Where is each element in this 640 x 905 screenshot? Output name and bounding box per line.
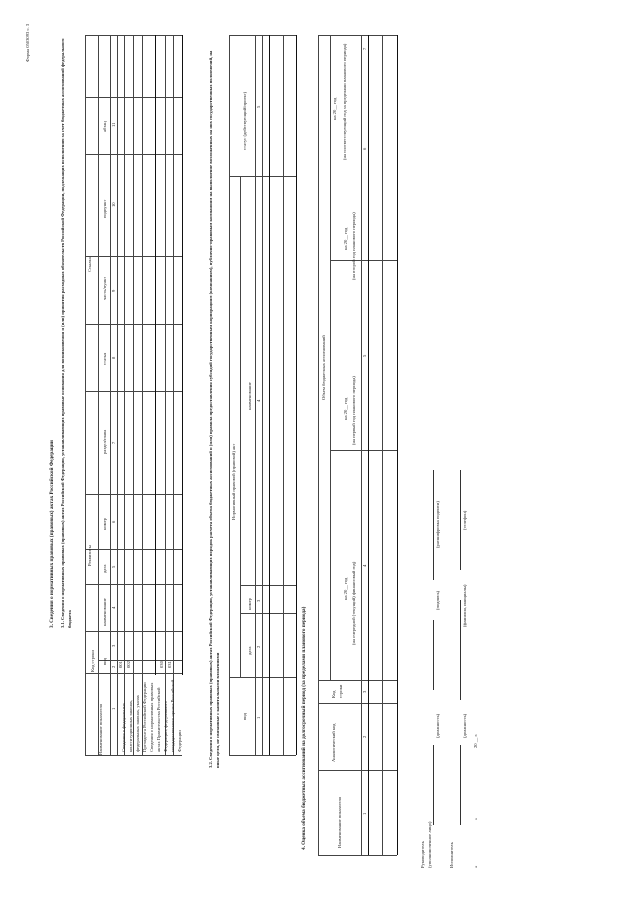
section32-heading: 3.2. Сведения о нормативных правовых (правовых) актах Российской Федерации, устанавливающих порядок расчета объема бюджетных ассигнований и (или) правила предоставления субсидий государственным корпорациям (компаниям), публично-правовым компаниям на выполнение возложенных на них государственных полномочий, на иные цели, не связанные с капитальными вложениями <box>208 50 220 768</box>
head-sub: (уполномоченное лицо) <box>427 821 432 868</box>
num-8: 8 <box>111 356 116 359</box>
s4-col-name: Наименование показателя <box>337 797 342 848</box>
s4-col-y1: на 20__ год <box>343 577 348 600</box>
row1-code-2: 002 <box>126 661 131 668</box>
row1-code-1: 001 <box>118 661 123 668</box>
head-signature: (подпись) <box>435 590 440 610</box>
col-article-header: статья <box>102 352 107 365</box>
num-3: 3 <box>111 644 116 647</box>
s4-num-3: 3 <box>362 690 367 693</box>
s4-num-7: 7 <box>362 47 367 50</box>
s4-num-6: 6 <box>362 147 367 150</box>
col-ssylka-header: Ссылка <box>87 257 92 272</box>
col-naim-header: наименование <box>102 598 107 626</box>
s4-col-y1-sub: (на очередной (текущий) финансовый год) <box>351 561 356 645</box>
section3-subheading: 3.1. Сведения о нормативных правовых (правовых) актах Российской Федерации, устанавливающих правовые основания для возникновения и (или) принятия расходных обязательств Российской Федерации, подлежащих исполнению за счет бюджетных ассигнований федерального бюджета <box>60 38 72 628</box>
head-label: Руководитель <box>420 841 425 868</box>
date-quote-open: « <box>473 865 478 868</box>
exec-label: Исполнитель <box>449 842 454 868</box>
s32-col-status: статус (действующий/проект) <box>242 91 247 150</box>
col-code-header: Код строки <box>90 650 95 672</box>
col-sub-header: подпункт <box>102 199 107 218</box>
s4-col-y4: на 20__ год <box>332 97 337 120</box>
col-razdel-header: раздел/глава <box>102 429 107 454</box>
num-4: 4 <box>111 606 116 609</box>
s32-num-1: 1 <box>256 716 261 719</box>
col-vid-header: вид <box>102 658 107 665</box>
num-10: 10 <box>111 202 116 207</box>
exec-fio: (фамилия, инициалы) <box>462 584 467 627</box>
s32-num-3: 3 <box>256 599 261 602</box>
num-1: 1 <box>111 707 116 710</box>
exec-position: (должность) <box>462 713 467 738</box>
s32-col-number: номер <box>247 598 252 610</box>
col-name-header: Наименование показателя <box>98 704 103 755</box>
s32-col-naim: наименование <box>247 382 252 410</box>
s4-num-5: 5 <box>362 354 367 357</box>
s4-col-y2-sub: (на первый год планового периода) <box>351 376 356 445</box>
s4-col-volume: Объем бюджетных ассигнований <box>321 335 326 400</box>
date-quote-close: » <box>473 817 478 820</box>
exec-phone: (телефон) <box>462 510 467 530</box>
date-year: 20 __ г. <box>473 734 478 748</box>
num-6: 6 <box>111 520 116 523</box>
form-note: Форма 0503093 с. 3 <box>25 23 30 62</box>
col-part-header: часть/пункт <box>102 276 107 300</box>
col-date-header: дата <box>102 564 107 573</box>
head-position: (должность) <box>435 713 440 738</box>
s32-num-4: 4 <box>256 399 261 402</box>
s4-num-2: 2 <box>362 735 367 738</box>
num-2: 2 <box>111 665 116 668</box>
s4-col-y2: на 20__ год <box>343 397 348 420</box>
s4-col-y3-sub: (на второй год планового периода) <box>351 212 356 280</box>
s4-num-4: 4 <box>362 564 367 567</box>
s32-col-vid: вид <box>242 713 247 720</box>
head-decoding: (расшифровка подписи) <box>435 501 440 548</box>
row2-code-1: 030 <box>159 661 164 668</box>
col-requisites-header: Реквизиты <box>87 545 92 566</box>
num-5: 5 <box>111 565 116 568</box>
s4-col-y3: на 20__ год <box>343 227 348 250</box>
s32-col-act: Нормативный правовой (правовой) акт <box>231 443 236 520</box>
col-number-header: номер <box>102 518 107 530</box>
num-11: 11 <box>111 122 116 127</box>
num-7: 7 <box>111 441 116 444</box>
s4-num-1: 1 <box>362 812 367 815</box>
num-9: 9 <box>111 289 116 292</box>
s32-num-5: 5 <box>256 105 261 108</box>
row2-code-2: 031 <box>167 661 172 668</box>
col-para-header: абзац <box>102 121 107 132</box>
s4-col-y4-sub: (на соответствующий год за пределами планового периода) <box>342 43 347 160</box>
s4-col-analytic: Аналитический код <box>331 723 336 762</box>
s4-col-code: Код строки <box>331 684 343 698</box>
row1-label: Сведения о федеральных конституционных законах, федеральных законах, указах Президента Российской Федерации <box>121 682 147 752</box>
row2-label: Сведения о нормативных правовых актах Правительства Российской Федерации, федерального государственного органа Российской Федерации <box>149 679 182 752</box>
s32-num-2: 2 <box>256 645 261 648</box>
section4-heading: 4. Оценка объема бюджетных ассигнований на долгосрочный период (за пределами планового периода) <box>301 606 307 850</box>
s32-col-date: дата <box>247 646 252 655</box>
section3-heading: 3. Сведения о нормативных правовых (правовых) актах Российской Федерации <box>49 440 55 628</box>
